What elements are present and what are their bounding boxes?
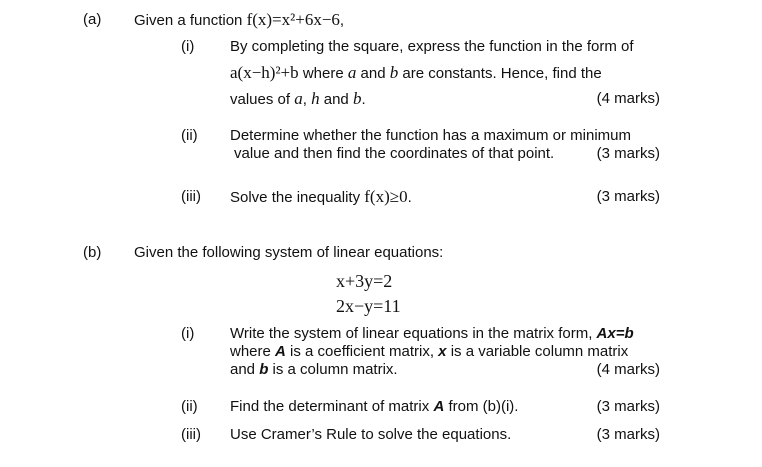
determinant-ref-text: from (b)(i). xyxy=(448,398,519,415)
question-b-iii-text: Use Cramer’s Rule to solve the equations. xyxy=(230,426,512,443)
inequality-end: . xyxy=(407,189,412,206)
function-end: , xyxy=(339,12,345,29)
question-a-ii-line2: value and then find the coordinates of that point. xyxy=(234,145,555,162)
variable-b: b xyxy=(389,63,399,82)
part-b-intro: Given the following system of linear equations: xyxy=(134,244,444,261)
and-text-b: and xyxy=(230,361,256,378)
variable-column-text: is a variable column matrix xyxy=(450,343,629,360)
question-a-iii-number: (iii) xyxy=(181,188,201,205)
question-a-i-line3 xyxy=(230,90,366,109)
vertex-form-expression: a(x−h)²+b xyxy=(230,63,299,82)
question-a-iii-text xyxy=(230,188,412,207)
and-text: and xyxy=(360,65,386,82)
question-a-iii-marks: (3 marks) xyxy=(596,188,660,205)
equation-2: 2x−y=11 xyxy=(336,296,401,316)
part-b-label: (b) xyxy=(83,244,102,261)
question-b-ii-number: (ii) xyxy=(181,398,198,415)
question-b-i-line1 xyxy=(230,325,634,343)
matrix-b: b xyxy=(259,361,269,378)
question-a-i-marks: (4 marks) xyxy=(596,90,660,107)
question-b-ii-text xyxy=(230,398,518,416)
question-a-ii-marks: (3 marks) xyxy=(596,145,660,162)
question-b-iii-number: (iii) xyxy=(181,426,201,443)
question-b-i-line2 xyxy=(230,343,628,361)
determinant-text: Find the determinant of matrix xyxy=(230,398,430,415)
matrix-x: x xyxy=(438,343,447,360)
inequality-intro: Solve the inequality xyxy=(230,189,361,206)
column-matrix-text: is a column matrix. xyxy=(272,361,398,378)
question-a-i-line2 xyxy=(230,64,602,83)
where-text-b: where xyxy=(230,343,271,360)
question-b-i-line3 xyxy=(230,361,398,379)
matrix-equation: Ax=b xyxy=(596,325,634,342)
question-a-i-line1: By completing the square, express the function in the form of xyxy=(230,38,634,55)
function-expression: f(x)=x²+6x−6 xyxy=(246,10,340,29)
question-a-i-number: (i) xyxy=(181,38,195,55)
value-h: h xyxy=(311,89,320,108)
inequality-expression: f(x)≥0 xyxy=(364,187,408,206)
part-a-intro-text: Given a function xyxy=(134,12,243,29)
question-b-ii-marks: (3 marks) xyxy=(596,398,660,415)
matrix-A: A xyxy=(275,343,286,360)
constants-text: are constants. Hence, find the xyxy=(402,65,602,82)
question-b-i-marks: (4 marks) xyxy=(596,361,660,378)
where-text: where xyxy=(302,65,344,82)
value-a: a xyxy=(294,89,303,108)
equation-1: x+3y=2 xyxy=(336,271,393,291)
comma: , xyxy=(302,91,307,108)
variable-a: a xyxy=(347,63,357,82)
question-a-ii-number: (ii) xyxy=(181,127,198,144)
question-b-i-number: (i) xyxy=(181,325,195,342)
part-a-intro xyxy=(134,11,344,30)
question-a-ii-line1: Determine whether the function has a maximum or minimum xyxy=(230,127,631,144)
matrix-form-text: Write the system of linear equations in the matrix form, xyxy=(230,325,593,342)
part-a-label: (a) xyxy=(83,11,102,28)
matrix-A-ref: A xyxy=(433,398,445,415)
question-b-iii-marks: (3 marks) xyxy=(596,426,660,443)
coefficient-text: is a coefficient matrix, xyxy=(290,343,434,360)
values-of-text: values of xyxy=(230,91,291,108)
period: . xyxy=(361,91,366,108)
value-b: b xyxy=(352,89,362,108)
and-text-2: and xyxy=(323,91,349,108)
